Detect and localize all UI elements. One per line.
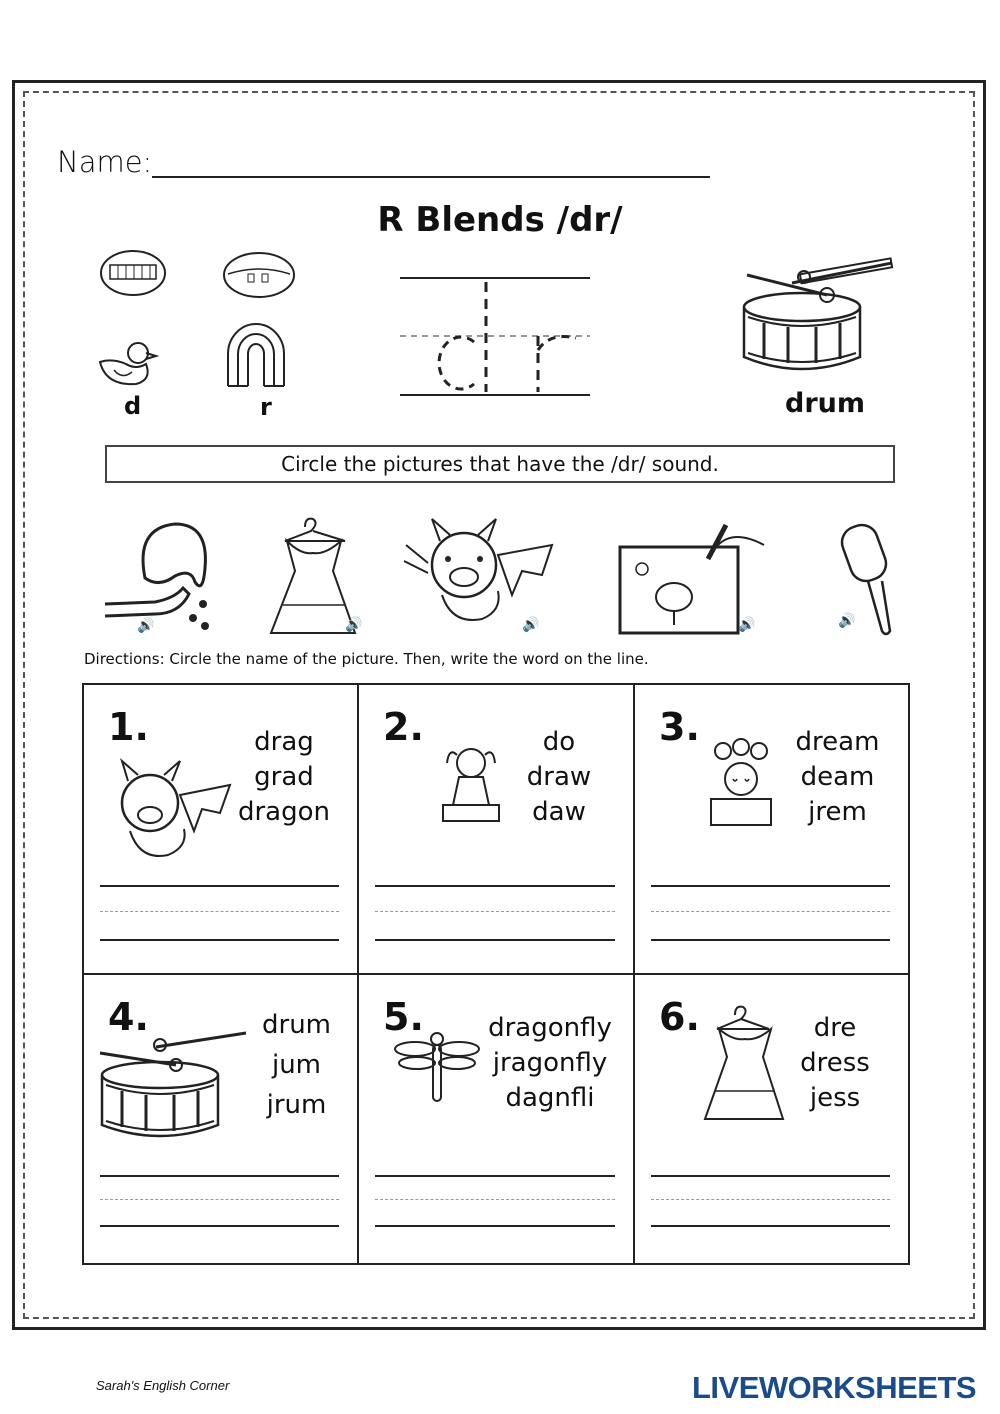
guide-line xyxy=(375,911,615,912)
name-label: Name: xyxy=(57,145,153,179)
speaker-icon: 🔊 xyxy=(738,616,756,632)
choice-word[interactable]: jragonfly xyxy=(492,1048,608,1078)
exercise-cell xyxy=(635,975,908,1263)
answer-baseline xyxy=(375,1225,615,1227)
girl-dreaming-icon xyxy=(705,737,777,829)
drum-icon xyxy=(96,1025,256,1145)
choice-list xyxy=(785,1011,885,1116)
choice-word[interactable]: dre xyxy=(813,1013,857,1043)
choice-word[interactable]: dress xyxy=(800,1048,870,1078)
letter-r-label: r xyxy=(260,393,272,421)
choice-list xyxy=(475,1011,625,1116)
drawing-icon[interactable] xyxy=(618,515,768,637)
liveworksheets-logo: LIVEWORKSHEETS xyxy=(692,1370,977,1405)
tracing-guide xyxy=(400,270,595,400)
dragonfly-icon xyxy=(395,1027,479,1107)
choice-word[interactable]: grad xyxy=(254,762,314,792)
choice-list xyxy=(509,725,609,830)
answer-line[interactable] xyxy=(100,885,339,887)
circle-pictures-instruction: Circle the pictures that have the /dr/ sound. xyxy=(105,445,895,483)
choice-list xyxy=(244,1005,349,1125)
choice-word[interactable]: draw xyxy=(526,762,592,792)
dress-icon xyxy=(701,1005,791,1123)
brush-icon[interactable] xyxy=(838,515,908,637)
choice-word[interactable]: jrum xyxy=(266,1090,327,1120)
answer-line[interactable] xyxy=(651,1175,890,1177)
choice-word[interactable]: drag xyxy=(254,727,314,757)
speaker-icon: 🔊 xyxy=(522,616,540,632)
choice-word[interactable]: jum xyxy=(271,1050,322,1080)
choice-list xyxy=(780,725,895,830)
answer-line[interactable] xyxy=(375,885,615,887)
dress-icon[interactable] xyxy=(265,515,375,637)
exercise-cell xyxy=(359,975,635,1263)
worksheet-title: R Blends /dr/ xyxy=(377,200,623,240)
answer-baseline xyxy=(100,939,339,941)
choice-word[interactable]: drum xyxy=(262,1010,331,1040)
exercise-number: 1. xyxy=(108,705,149,749)
choice-word[interactable]: dragonfly xyxy=(488,1013,612,1043)
exercise-cell xyxy=(84,975,359,1263)
dragon-icon[interactable] xyxy=(402,515,562,640)
answer-line[interactable] xyxy=(100,1175,339,1177)
choice-word[interactable]: jrem xyxy=(808,797,867,827)
directions-text: Directions: Circle the name of the picture. Then, write the word on the line. xyxy=(84,650,649,668)
guide-line xyxy=(100,911,339,912)
exercise-number: 5. xyxy=(383,995,424,1039)
drum-word-label: drum xyxy=(785,388,865,419)
choice-word[interactable]: dagnfli xyxy=(505,1083,595,1113)
guide-line xyxy=(651,1199,890,1200)
dragon-icon xyxy=(94,757,234,867)
choice-word[interactable]: jess xyxy=(809,1083,861,1113)
answer-baseline xyxy=(651,1225,890,1227)
exercise-number: 3. xyxy=(659,705,700,749)
answer-line[interactable] xyxy=(375,1175,615,1177)
exercise-grid xyxy=(82,683,910,1265)
mouth-r-icon xyxy=(222,250,297,310)
exercise-cell xyxy=(359,685,635,975)
answer-baseline xyxy=(100,1225,339,1227)
choice-word[interactable]: daw xyxy=(532,797,586,827)
ice-cream-melting-icon[interactable] xyxy=(105,518,215,638)
guide-line xyxy=(375,1199,615,1200)
trace-text: dr xyxy=(400,270,401,271)
exercise-number: 2. xyxy=(383,705,424,749)
speaker-icon: 🔊 xyxy=(345,616,363,632)
answer-line[interactable] xyxy=(651,885,890,887)
rainbow-icon xyxy=(224,320,288,388)
answer-baseline xyxy=(375,939,615,941)
guide-line xyxy=(100,1199,339,1200)
answer-baseline xyxy=(651,939,890,941)
guide-line xyxy=(651,911,890,912)
duck-icon xyxy=(96,340,158,390)
girl-drawing-icon xyxy=(439,743,503,823)
letter-d-label: d xyxy=(124,392,142,420)
name-input-line[interactable] xyxy=(152,176,710,178)
choice-list xyxy=(234,725,334,830)
speaker-icon: 🔊 xyxy=(137,617,155,633)
exercise-number: 6. xyxy=(659,995,700,1039)
choice-word[interactable]: do xyxy=(542,727,576,757)
drum-icon xyxy=(742,255,902,380)
exercise-cell xyxy=(84,685,359,975)
credit-text: Sarah's English Corner xyxy=(96,1378,230,1393)
mouth-icon xyxy=(98,245,168,315)
exercise-cell xyxy=(635,685,908,975)
choice-word[interactable]: dragon xyxy=(237,797,330,827)
choice-word[interactable]: dream xyxy=(795,727,880,757)
exercise-number: 4. xyxy=(108,995,149,1039)
choice-word[interactable]: deam xyxy=(800,762,875,792)
speaker-icon: 🔊 xyxy=(838,612,856,628)
